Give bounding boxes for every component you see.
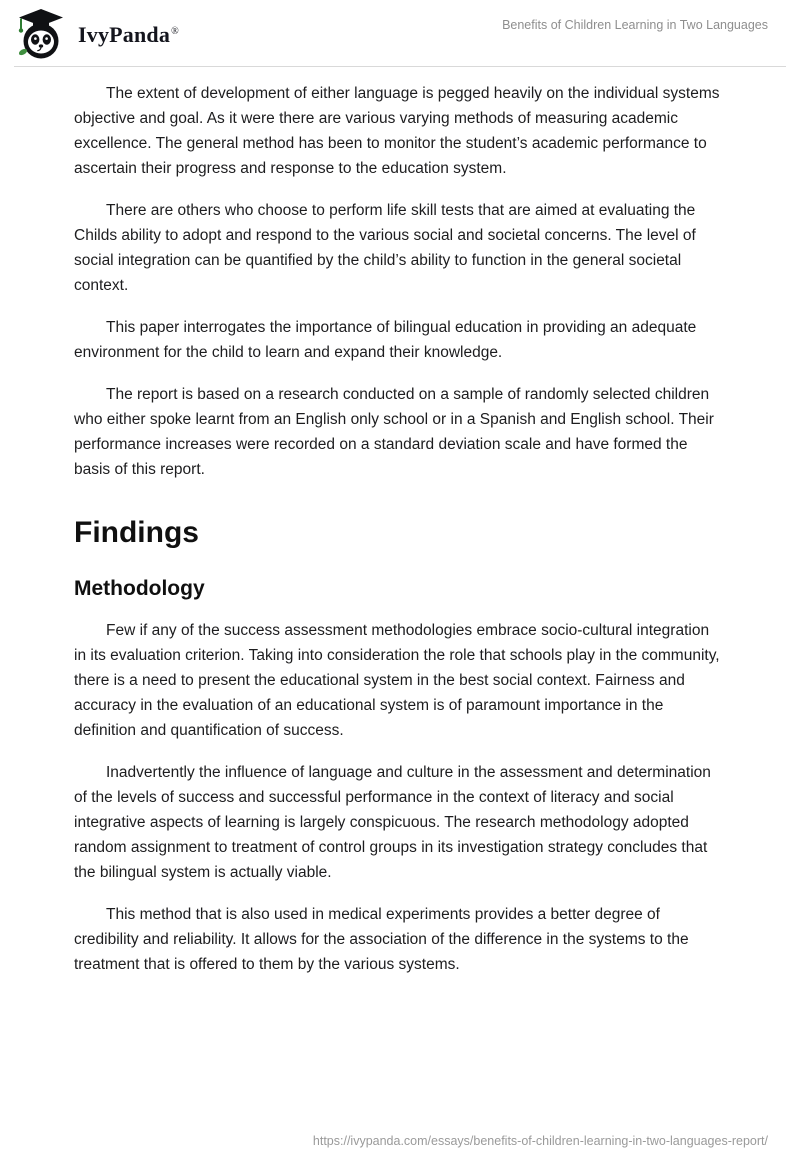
paragraph-methodology-2: Inadvertently the influence of language and culture in the assessment and determination of the levels of success and successful performance in the context of literacy and social integrative aspects of learning is largely conspicuous. The research methodology adopted random assignment to treatment of control groups in its investigation strategy concludes that the bilingual system is actually viable. (74, 764, 711, 881)
paragraph-intro-2: There are others who choose to perform life skill tests that are aimed at evaluating the Childs ability to adopt and respond to the various social and societal concerns. The level of social integration can be quantified by the child’s ability to function in the general societal context. (74, 202, 696, 294)
paragraph-intro-4: The report is based on a research conducted on a sample of randomly selected children who either spoke learnt from an English only school or in a Spanish and English school. Their performance increases were recorded on a standard deviation scale and have formed the basis of this report. (74, 386, 714, 478)
ivypanda-panda-logo-icon (14, 8, 68, 60)
paragraph-intro-1: The extent of development of either language is pegged heavily on the individual systems objective and goal. As it were there are various varying methods of measuring academic excellence. The general method has been to monitor the student’s academic performance to ascertain their progress and response to the education system. (74, 85, 720, 177)
document-title: Benefits of Children Learning in Two Languages (502, 18, 768, 32)
source-url-link[interactable]: https://ivypanda.com/essays/benefits-of-children-learning-in-two-languages-report/ (312, 1134, 768, 1148)
registered-mark: ® (171, 25, 179, 37)
brand-name (78, 22, 179, 48)
page-header (0, 0, 800, 64)
heading-methodology: Methodology (74, 577, 205, 600)
page-footer (313, 1134, 768, 1148)
brand-wordmark: IvyPanda (78, 22, 171, 47)
document-body (0, 67, 800, 977)
brand (14, 8, 179, 60)
paragraph-methodology-1: Few if any of the success assessment methodologies embrace socio-cultural integration in its evaluation criterion. Taking into consideration the role that schools play in the community, there is a need to present the educational system in the best social context. Fairness and accuracy in the evaluation of an educational system is of paramount importance in the definition and quantification of success. (74, 622, 720, 739)
paragraph-methodology-3: This method that is also used in medical experiments provides a better degree of credibility and reliability. It allows for the association of the difference in the systems to the treatment that is offered to them by the various systems. (74, 906, 689, 973)
paragraph-intro-3: This paper interrogates the importance of bilingual education in providing an adequate environment for the child to learn and expand their knowledge. (74, 319, 697, 361)
heading-findings: Findings (74, 516, 199, 549)
